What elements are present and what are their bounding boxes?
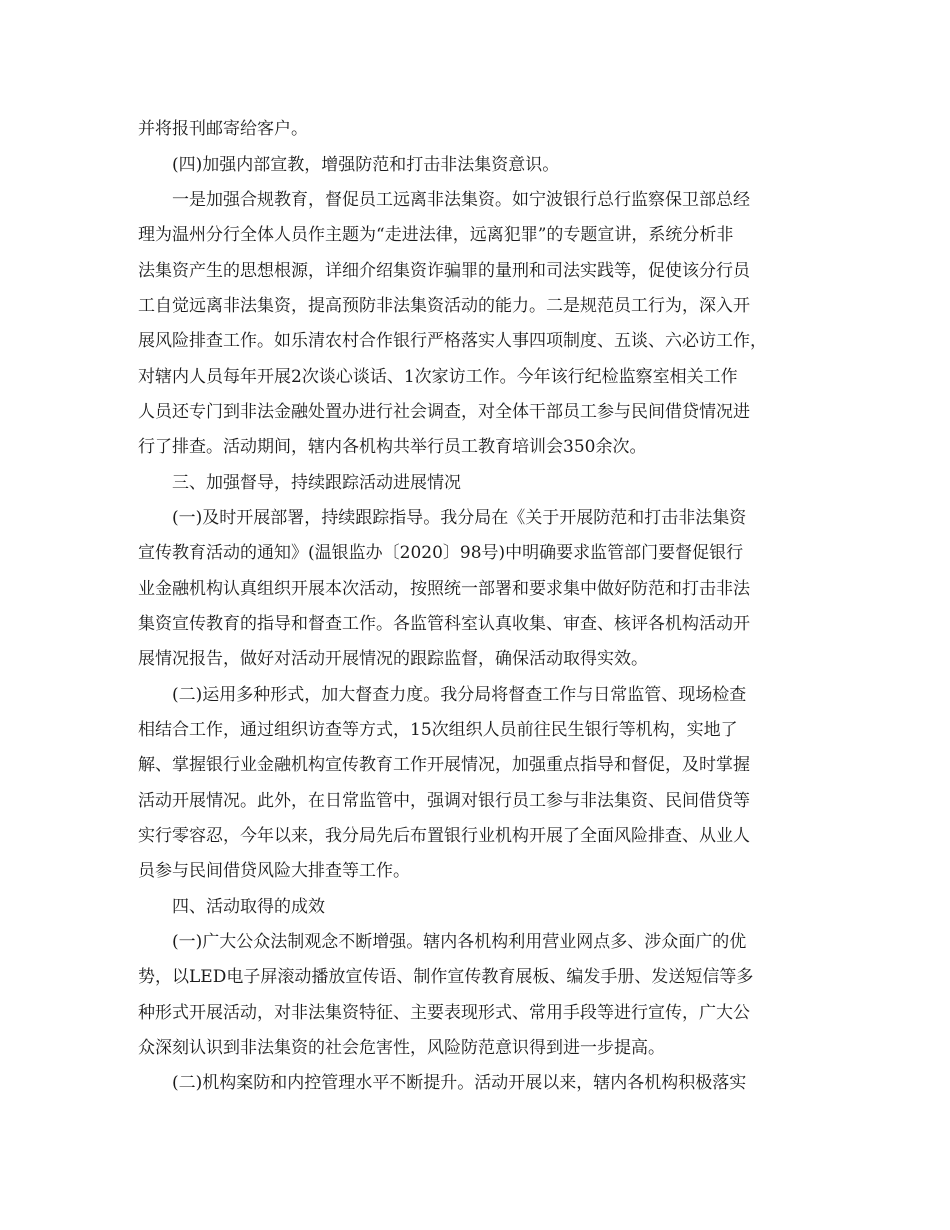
text-line: 业金融机构认真组织开展本次活动，按照统一部署和要求集中做好防范和打击非法 [138, 579, 750, 599]
text-line: 对辖内人员每年开展2次谈心谈话、1次家访工作。今年该行纪检监察室相关工作 [138, 367, 738, 387]
text-line: 势，以LED电子屏滚动播放宣传语、制作宣传教育展板、编发手册、发送短信等多 [138, 967, 754, 987]
text-line: 工自觉远离非法集资，提高预防非法集资活动的能力。二是规范员工行为，深入开 [138, 296, 750, 316]
text-line: (一)广大公众法制观念不断增强。辖内各机构利用营业网点多、涉众面广的优 [172, 932, 747, 952]
text-line: 理为温州分行全体人员作主题为“走进法律，远离犯罪”的专题宣讲，系统分析非 [138, 225, 734, 245]
text-line: (一)及时开展部署，持续跟踪指导。我分局在《关于开展防范和打击非法集资 [172, 508, 747, 528]
text-line: 活动开展情况。此外，在日常监管中，强调对银行员工参与非法集资、民间借贷等 [138, 791, 750, 811]
text-line: 一是加强合规教育，督促员工远离非法集资。如宁波银行总行监察保卫部总经 [172, 190, 750, 210]
text-line: 众深刻认识到非法集资的社会危害性，风险防范意识得到进一步提高。 [138, 1038, 665, 1058]
text-line: 解、掌握银行业金融机构宣传教育工作开展情况，加强重点指导和督促，及时掌握 [138, 755, 750, 775]
section-heading: (四)加强内部宣教，增强防范和打击非法集资意识。 [172, 155, 560, 175]
text-line: 集资宣传教育的指导和督查工作。各监管科室认真收集、审查、核评各机构活动开 [138, 614, 750, 634]
text-line: 行了排查。活动期间，辖内各机构共举行员工教育培训会350余次。 [138, 437, 647, 457]
text-line: (二)机构案防和内控管理水平不断提升。活动开展以来，辖内各机构积极落实 [172, 1073, 747, 1093]
text-line: 并将报刊邮寄给客户。 [138, 119, 308, 139]
text-line: 实行零容忍，今年以来，我分局先后布置银行业机构开展了全面风险排查、从业人 [138, 826, 750, 846]
text-line: 人员还专门到非法金融处置办进行社会调查，对全体干部员工参与民间借贷情况进 [138, 402, 750, 422]
text-line: 员参与民间借贷风险大排查等工作。 [138, 861, 410, 881]
text-line: 展情况报告，做好对活动开展情况的跟踪监督，确保活动取得实效。 [138, 649, 648, 669]
section-heading: 四、活动取得的成效 [172, 897, 325, 917]
text-line: 相结合工作，通过组织访查等方式，15次组织人员前往民生银行等机构，实地了 [138, 720, 738, 740]
text-line: 宣传教育活动的通知》(温银监办〔2020〕98号)中明确要求监管部门要督促银行 [138, 543, 744, 563]
text-line: (二)运用多种形式，加大督查力度。我分局将督查工作与日常监管、现场检查 [172, 685, 747, 705]
text-line: 种形式开展活动，对非法集资特征、主要表现形式、常用手段等进行宣传，广大公 [138, 1003, 750, 1023]
text-line: 法集资产生的思想根源，详细介绍集资诈骗罪的量刑和司法实践等，促使该分行员 [138, 261, 750, 281]
section-heading: 三、加强督导，持续跟踪活动进展情况 [172, 473, 461, 493]
text-line: 展风险排查工作。如乐清农村合作银行严格落实人事四项制度、五谈、六必访工作， [138, 331, 767, 351]
